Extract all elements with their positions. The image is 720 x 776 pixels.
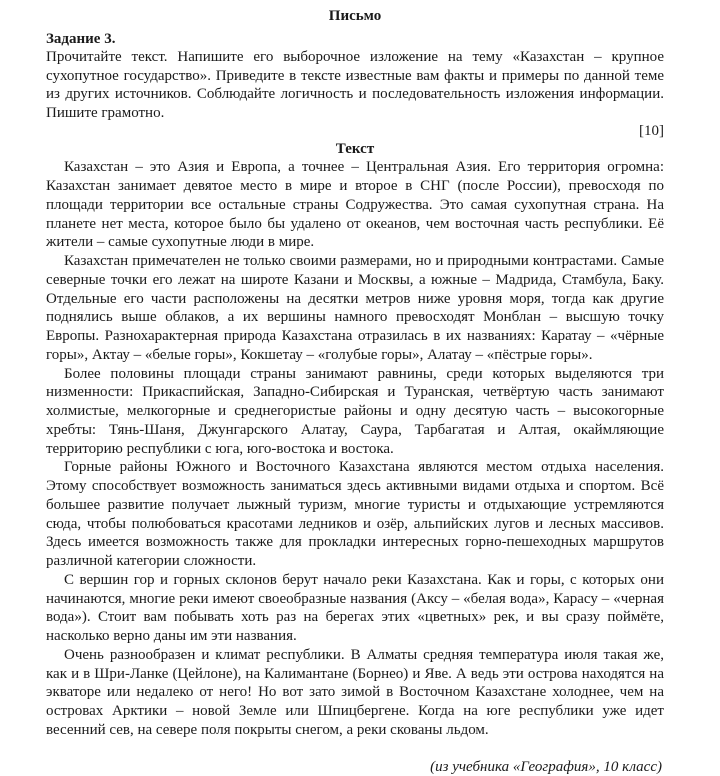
- paragraph: Горные районы Южного и Восточного Казахстана являются местом отдыха населения. Этому способствует возможность заниматься здесь активными видами отдыха и спортом. Всё большее развитие получает лыжный туризм, многие туристы и отдыхающие устремляются сюда, чтобы полюбоваться красотами ледников и озёр, альпийских лугов и лесных массивов. Здесь имеется возможность также для прокладки интересных горно-пешеходных маршрутов различной категории сложности.: [46, 459, 664, 570]
- paragraph: Более половины площади страны занимают равнины, среди которых выделяются три низменности: Прикаспийская, Западно-Сибирская и Туранская, четвёртую часть занимают холмистые, мелкогорные и среднегористые районы и одну десятую часть – высокогорные хребты: Тянь-Шаня, Джунгарского Алатау, Саура, Тарбагатая и Алтая, окаймляющие территорию республики с юга, юго-востока и востока.: [46, 365, 664, 457]
- paragraph: С вершин гор и горных склонов берут начало реки Казахстана. Как и горы, с которых они начинаются, многие реки имеют своеобразные названия (Аксу – «белая вода», Карасу – «черная вода»). Стоит вам побывать хоть раз на берегах этих «цветных» рек, и вы сразу поймёте, насколько верно даны им эти названия.: [46, 571, 664, 645]
- paragraph: Казахстан примечателен не только своими размерами, но и природными контрастами. Самые северные точки его лежат на широте Казани и Москвы, а южные – Мадрида, Стамбула, Баку. Отдельные его части расположены на десятки метров ниже уровня моря, тогда как другие поднялись выше облаков, а их вершины намного превосходят Монблан – высшую точку Европы. Разнохарактерная природа Казахстана отразилась в их названиях: Каратау – «чёрные горы», Актау – «белые горы», Кокшетау – «голубые горы», Алатау – «пёстрые горы».: [46, 253, 664, 363]
- source-citation: (из учебника «География», 10 класс): [430, 758, 662, 775]
- paragraph: Очень разнообразен и климат республики. В Алматы средняя температура июля такая же, как и в Шри-Ланке (Цейлоне), на Калимантане (Борнео) и Яве. А ведь эти острова находятся на экваторе или недалеко от него! Но вот зато зимой в Восточном Казахстане холоднее, чем на островах Арктики – новой Земле или Шпицбергене. Когда на юге республики уже идет весенний сев, на севере поля покрыты снегом, а реки скованы льдом.: [46, 646, 664, 738]
- task-instructions: Прочитайте текст. Напишите его выборочное изложение на тему «Казахстан – крупное сухопутное государство». Приведите в тексте известные вам факты и примеры по данной теме из других источников. Соблюдайте логичность и последовательность изложения информации. Пишите грамотно.: [46, 49, 664, 121]
- paragraph: Казахстан – это Азия и Европа, а точнее – Центральная Азия. Его территория огромна: Казахстан занимает девятое место в мире и второе в СНГ (после России), превосходя по площади территории все остальные страны Содружества. Это самая сухопутная страна. На планете нет места, которое было бы удалено от океанов, чем восточная часть республики. Её жители – самые сухопутные люди в мире.: [46, 159, 664, 251]
- document-title: Письмо: [328, 8, 382, 24]
- reading-text: [46, 158, 664, 739]
- text-heading: Текст: [335, 141, 375, 158]
- task-label: Задание 3.: [46, 31, 116, 47]
- score-marker: [10]: [639, 123, 664, 140]
